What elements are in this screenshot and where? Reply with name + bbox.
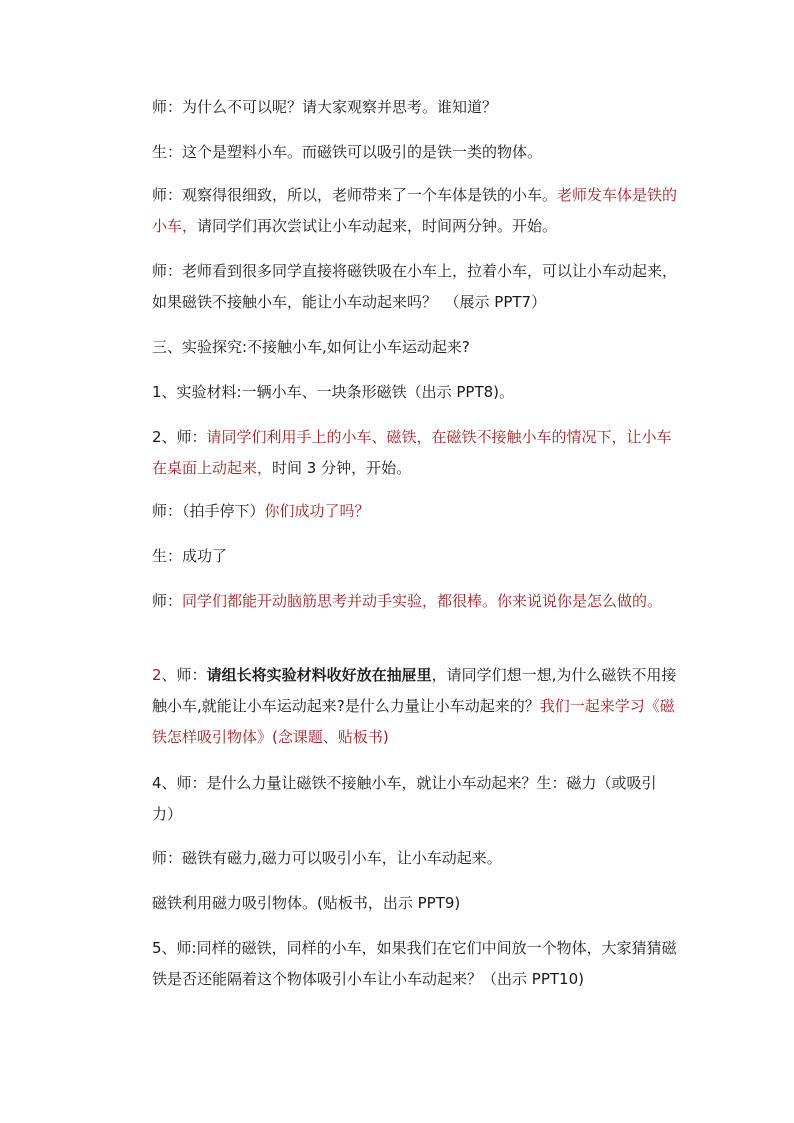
paragraph-3 [122, 180, 678, 242]
section-heading [122, 332, 678, 363]
paragraph-10 [122, 586, 678, 617]
text: 师：为什么不可以呢？请大家观察并思考。谁知道？ [152, 98, 498, 116]
paragraph-14 [122, 888, 678, 919]
text: 请同学们再次尝试让小车动起来，时间两分钟。开始。 [197, 217, 558, 235]
highlight-text: 同学们都能开动脑筋思考并动手实验，都很棒。你来说说你是怎么做的。 [182, 592, 663, 610]
text: 2、师： [152, 428, 207, 446]
paragraph-11 [122, 660, 678, 753]
step-number: 2 [152, 666, 162, 684]
highlight-text: 请同学们利用手上的小车、磁铁，在磁铁不接触小车的情况下，让小车在桌面上动起来， [152, 428, 672, 477]
highlight-text: 你们成功了吗？ [264, 502, 370, 520]
paragraph-12 [122, 768, 678, 830]
text: 4、师：是什么力量让磁铁不接触小车，就让小车动起来？生：磁力（或吸引力） [152, 774, 657, 823]
highlight-text: 我们一起来学习《磁铁怎样吸引物体》(念课题、贴板书) [152, 697, 675, 746]
paragraph-8 [122, 496, 678, 527]
text: ，请同学们想一想,为什么磁铁不用接触小车,就能让小车运动起来?是什么力量让小车动起来的？ [152, 666, 677, 715]
bold-text: 请组长将实验材料收好放在抽屉里 [206, 666, 432, 684]
highlight-text: 老师发车体是铁的小车， [152, 186, 678, 235]
paragraph-15 [122, 933, 678, 995]
text: 1、实验材料:一辆小车、一块条形磁铁（出示 PPT8)。 [152, 383, 515, 401]
text: 5、师:同样的磁铁，同样的小车，如果我们在它们中间放一个物体，大家猜猜磁铁是否还能隔着这个物体吸引小车让小车动起来？（出示 PPT10) [152, 939, 677, 988]
text: 三、实验探究:不接触小车,如何让小车运动起来? [152, 338, 470, 356]
text: 师：磁铁有磁力,磁力可以吸引小车，让小车动起来。 [152, 849, 502, 867]
paragraph-9 [122, 541, 678, 572]
text: 师：老师看到很多同学直接将磁铁吸在小车上，拉着小车，可以让小车动起来，如果磁铁不接触小车，能让小车动起来吗？ （展示 PPT7） [152, 262, 678, 311]
text: 师：（拍手停下） [152, 502, 265, 520]
text: 时间 3 分钟，开始。 [272, 459, 412, 477]
paragraph-6 [122, 377, 678, 408]
text: 生：这个是塑料小车。而磁铁可以吸引的是铁一类的物体。 [152, 143, 543, 161]
text: 师： [152, 592, 183, 610]
text: 、师： [161, 666, 207, 684]
text: 师：观察得很细致，所以，老师带来了一个车体是铁的小车。 [152, 186, 558, 204]
text: 磁铁利用磁力吸引物体。(贴板书，出示 PPT9) [152, 894, 461, 912]
paragraph-7 [122, 422, 678, 484]
text: 生：成功了 [152, 547, 228, 565]
paragraph-13 [122, 843, 678, 874]
paragraph-2 [122, 137, 678, 168]
paragraph-4 [122, 256, 678, 318]
paragraph-1 [122, 92, 678, 123]
